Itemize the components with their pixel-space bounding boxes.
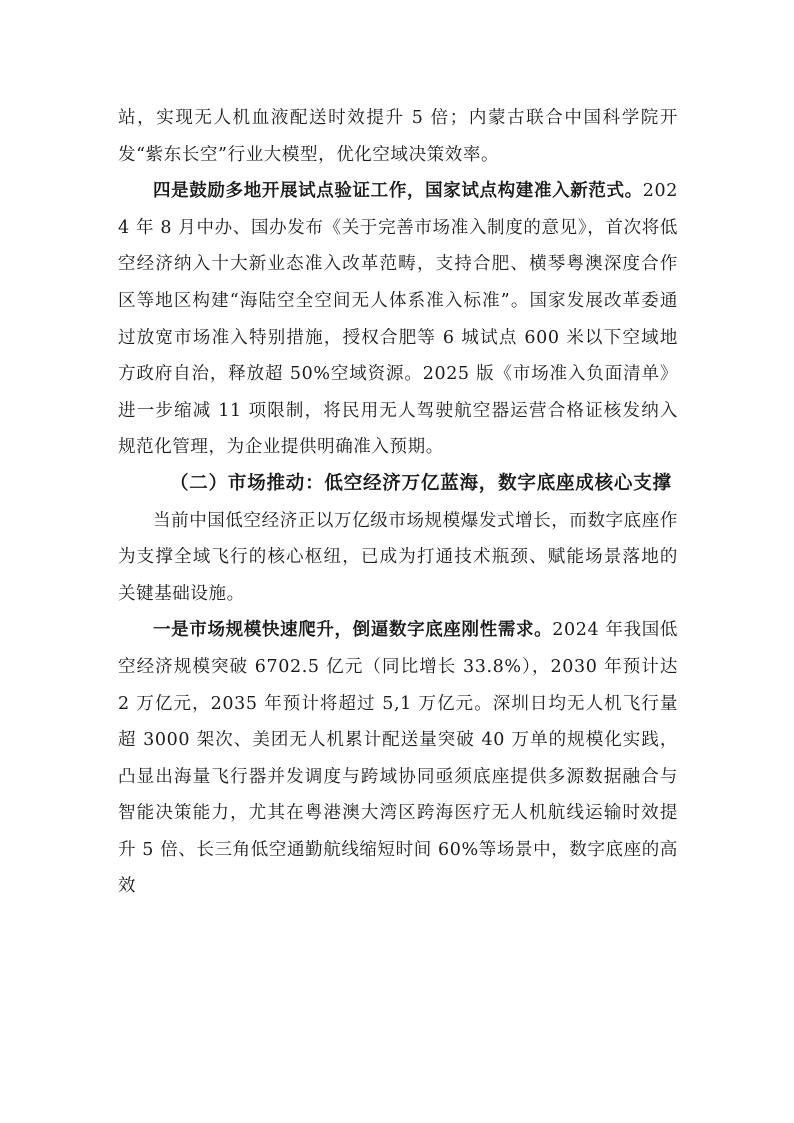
paragraph-2-text: 2024 年 8 月中办、国办发布《关于完善市场准入制度的意见》，首次将低空经济纳入十大新业态准入改革范畴，支持合肥、横琴粤澳深度合作区等地区构建“海陆空全空间无人体系准入标准”。国家发展改革委通过放宽市场准入特别措施，授权合肥等 6 城试点 600 米以下空域地方政府自治，释放超 50%空域资源。2025 版《市场准入负面清单》进一步缩减 11 项限制，将民用无人驾驶航空器运营合格证核发纳入规范化管理，为企业提供明确准入预期。 — [118, 181, 678, 458]
paragraph-4-text: 2024 年我国低空经济规模突破 6702.5 亿元（同比增长 33.8%），2030 年预计达 2 万亿元，2035 年预计将超过 5,1 万亿元。深圳日均无人机飞行量超 3000 架次、美团无人机累计配送量突破 40 万单的规模化实践，凸显出海量飞行器并发调度与跨域协同亟须底座提供多源数据融合与智能决策能力，尤其在粤港澳大湾区跨海医疗无人机航线运输时效提升 5 倍、长三角低空通勤航线缩短时间 60%等场景中，数字底座的高效 — [118, 620, 678, 897]
paragraph-4-lead: 一是市场规模快速爬升，倒逼数字底座刚性需求。 — [153, 620, 553, 641]
paragraph-1-text: 站，实现无人机血液配送时效提升 5 倍；内蒙古联合中国科学院开发“紫东长空”行业大模型，优化空域决策效率。 — [118, 108, 678, 165]
paragraph-2 — [118, 173, 678, 466]
document-page — [118, 100, 678, 905]
paragraph-4 — [118, 612, 678, 905]
paragraph-3 — [118, 503, 678, 613]
section-heading: （二）市场推动：低空经济万亿蓝海，数字底座成核心支撑 — [170, 472, 672, 494]
paragraph-2-lead: 四是鼓励多地开展试点验证工作，国家试点构建准入新范式。 — [153, 181, 643, 202]
paragraph-3-text: 当前中国低空经济正以万亿级市场规模爆发式增长，而数字底座作为支撑全域飞行的核心枢纽，已成为打通技术瓶颈、赋能场景落地的关键基础设施。 — [118, 510, 678, 604]
paragraph-1 — [118, 100, 678, 173]
